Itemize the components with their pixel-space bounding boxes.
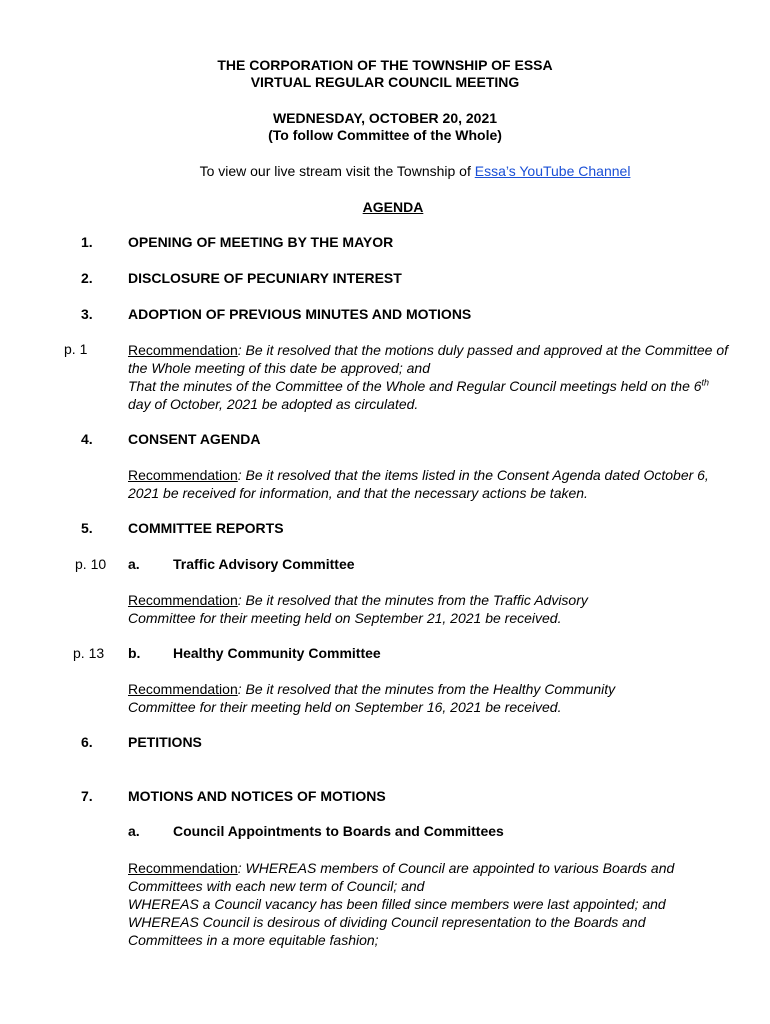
item-title: COMMITTEE REPORTS: [128, 520, 284, 536]
recommendation-text: : WHEREAS members of Council are appointed to various Boards and Committees with each new term of Council; and: [128, 860, 675, 894]
item-number: 4.: [81, 431, 93, 447]
sub-item-letter: a.: [128, 823, 140, 839]
recommendation-label: Recommendation: [128, 860, 238, 876]
youtube-channel-link[interactable]: Essa’s YouTube Channel: [474, 163, 631, 179]
agenda-title: AGENDA: [362, 199, 424, 215]
item-title: MOTIONS AND NOTICES OF MOTIONS: [128, 788, 386, 804]
recommendation: [128, 466, 728, 502]
recommendation-label: Recommendation: [128, 681, 238, 697]
recommendation-text: That the minutes of the Committee of the Whole and Regular Council meetings held on the 6: [128, 378, 702, 394]
header-line1: THE CORPORATION OF THE TOWNSHIP OF ESSA: [217, 57, 553, 73]
page-reference: p. 13: [73, 645, 105, 661]
recommendation-label: Recommendation: [128, 592, 238, 608]
page-reference: p. 1: [64, 341, 88, 357]
recommendation-text: day of October, 2021 be adopted as circulated.: [128, 396, 419, 412]
recommendation-text: WHEREAS a Council vacancy has been filled since members were last appointed; and: [128, 896, 666, 912]
recommendation-text: : Be it resolved that the minutes from the Traffic Advisory Committee for their meeting held on September 21, 2021 be received.: [128, 592, 588, 626]
page-reference: p. 10: [75, 556, 107, 572]
superscript: th: [701, 377, 710, 388]
sub-item-title: Council Appointments to Boards and Committees: [173, 823, 504, 839]
recommendation-label: Recommendation: [128, 342, 238, 358]
item-title: DISCLOSURE OF PECUNIARY INTEREST: [128, 270, 402, 286]
recommendation-text: : Be it resolved that the items listed in the Consent Agenda dated October 6, 2021 be received for information, and that the necessary actions be taken.: [128, 467, 709, 501]
item-number: 5.: [81, 520, 93, 536]
item-number: 3.: [81, 306, 93, 322]
sub-item-title: Traffic Advisory Committee: [173, 556, 355, 572]
item-title: PETITIONS: [128, 734, 202, 750]
item-number: 6.: [81, 734, 93, 750]
recommendation-text: WHEREAS Council is desirous of dividing Council representation to the Boards and Committees in a more equitable fashion;: [128, 914, 646, 948]
meeting-note: (To follow Committee of the Whole): [268, 127, 502, 143]
live-stream-text: To view our live stream visit the Township of: [199, 163, 475, 179]
sub-item-letter: a.: [128, 556, 140, 572]
live-stream-line: [0, 163, 770, 180]
item-title: ADOPTION OF PREVIOUS MINUTES AND MOTIONS: [128, 306, 472, 322]
recommendation-label: Recommendation: [128, 467, 238, 483]
header-line2: VIRTUAL REGULAR COUNCIL MEETING: [250, 74, 520, 90]
recommendation: [128, 591, 648, 627]
recommendation-text: : Be it resolved that the minutes from the Healthy Community Committee for their meeting held on September 16, 2021 be received.: [128, 681, 616, 715]
recommendation: [128, 341, 728, 413]
recommendation: [128, 859, 703, 949]
sub-item-letter: b.: [128, 645, 141, 661]
item-number: 1.: [81, 234, 93, 250]
recommendation-text: : Be it resolved that the motions duly passed and approved at the Committee of the Whole meeting of this date be approved; and: [128, 342, 729, 376]
item-number: 2.: [81, 270, 93, 286]
item-title: CONSENT AGENDA: [128, 431, 261, 447]
item-number: 7.: [81, 788, 93, 804]
meeting-date: WEDNESDAY, OCTOBER 20, 2021: [272, 110, 498, 126]
item-title: OPENING OF MEETING BY THE MAYOR: [128, 234, 394, 250]
sub-item-title: Healthy Community Committee: [173, 645, 381, 661]
recommendation: [128, 680, 673, 716]
